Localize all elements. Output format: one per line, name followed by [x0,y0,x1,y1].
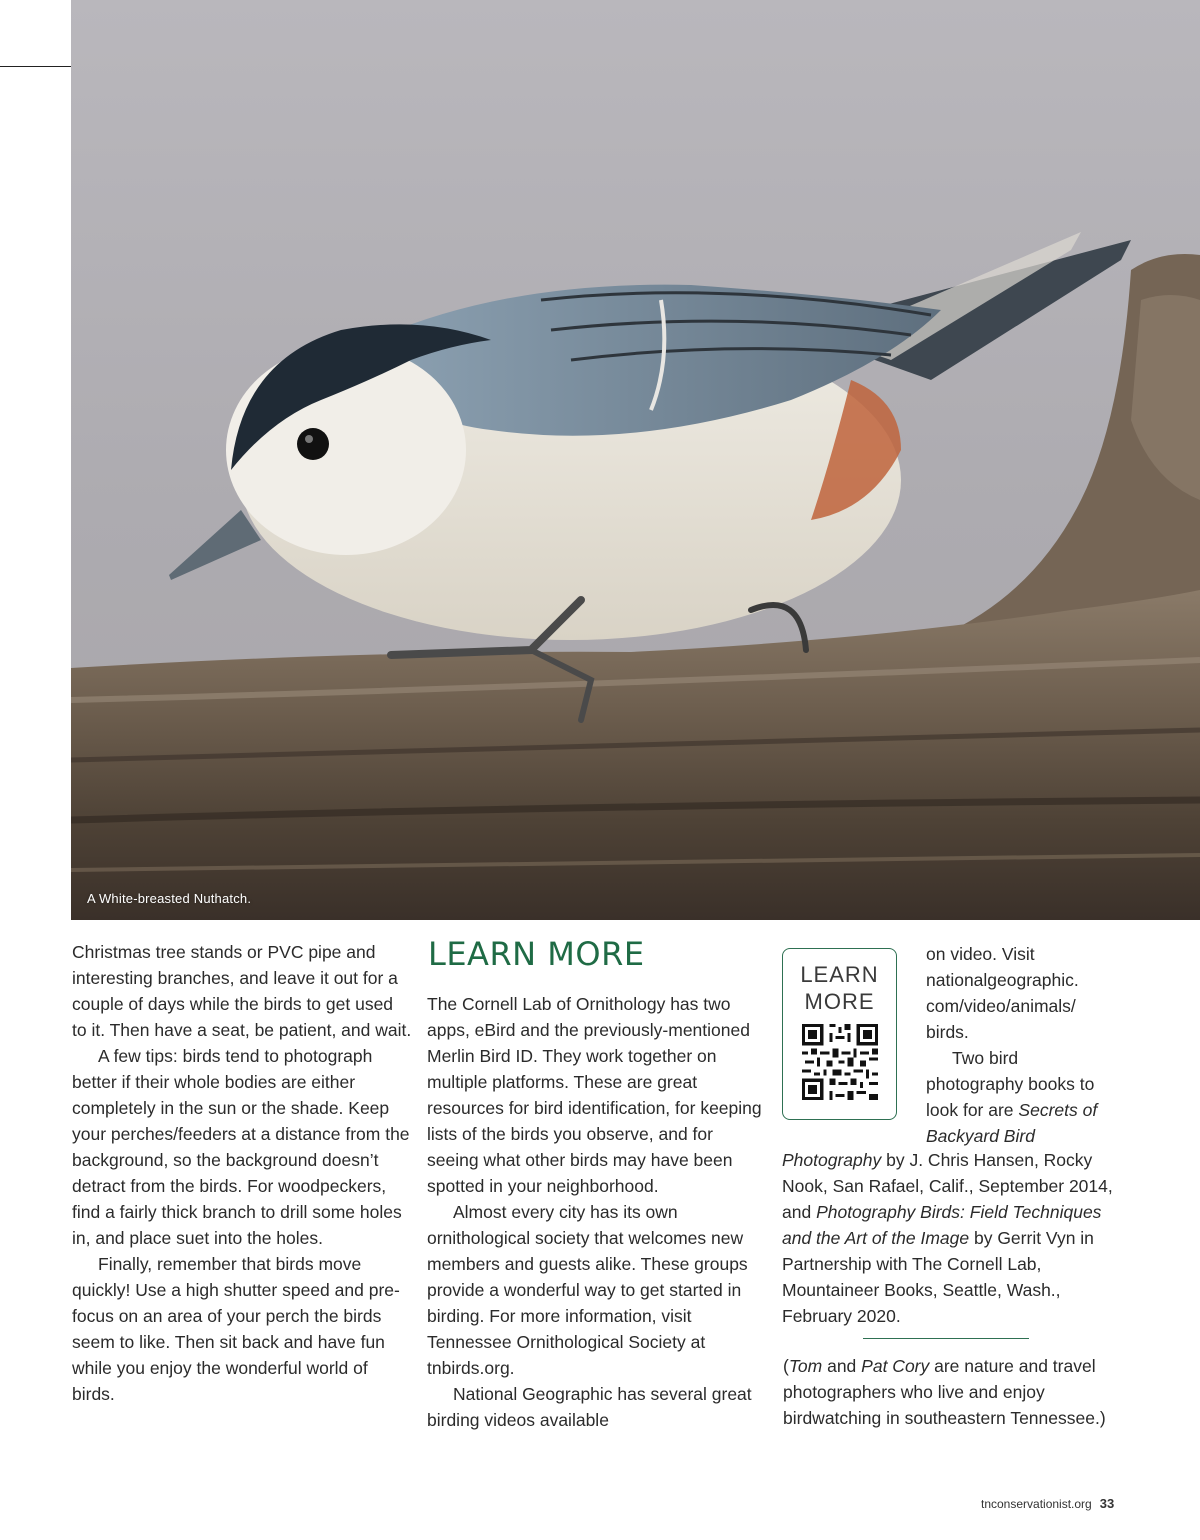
photo-caption: A White-breasted Nuthatch. [87,891,252,906]
col1-paragraph: Christmas tree stands or PVC pipe and interesting branches, and leave it out for a couple of days while the birds to get used to it. Then have a seat, be patient, and wait. [72,942,412,1040]
nuthatch-photo [71,0,1200,920]
footer-site[interactable]: tnconservationist.org [981,1497,1092,1511]
col2-paragraph: Almost every city has its own ornithological society that welcomes new members and guests alike. These groups provide a wonderful way to get started in birding. For more information, visit Tennessee Ornithological Society at tnbirds.org. [427,1202,748,1378]
books-lead-text: Two bird photography books to look for are [926,1048,1095,1120]
col1-paragraph: Finally, remember that birds move quickly! Use a high shutter speed and pre-focus on an area of your perch the birds seem to like. Then sit back and have fun while you enjoy the wonderful world of birds. [72,1254,400,1404]
learn-box-label [783,961,896,1015]
book2-details: by Gerrit Vyn in Partnership with The Cornell Lab, Mountaineer Books, Seattle, Wash., February 2020. [782,1228,1094,1326]
col2-paragraph: The Cornell Lab of Ornithology has two apps, eBird and the previously-mentioned Merlin Bird ID. They work together on multiple platforms. These are great resources for bird identification, for keeping lists of the birds you observe, and for seeing what other birds may have been spotted in your neighborhood. [427,994,762,1196]
page-number: 33 [1099,1496,1115,1511]
book2-title: Photography Birds: Field Techniques and the Art of the Image [782,1202,1102,1248]
col3-paragraph: on video. Visit nationalgeographic. com/video/animals/ birds. [926,944,1079,1042]
column-1 [72,939,412,1407]
col3-books-lead [926,1045,1116,1149]
learn-more-heading: LEARN MORE [428,935,645,973]
bio-and: and [822,1356,862,1376]
page-footer [981,1496,1114,1511]
col3-books-paragraph [782,1147,1122,1329]
author-bio [783,1353,1113,1431]
author-name-1: Tom [788,1356,823,1376]
learn-box-line2: MORE [804,989,875,1014]
col2-paragraph: National Geographic has several great birding videos available [427,1384,752,1430]
book1-title-part2: Photography [782,1150,882,1170]
learn-more-qr-box[interactable] [782,948,897,1120]
column-3-top [926,941,1116,1149]
qr-code-icon[interactable] [802,1024,878,1100]
author-bio-text [783,1353,1113,1431]
section-divider [863,1338,1029,1339]
bio-open-paren: ( [783,1356,789,1376]
learn-box-line1: LEARN [800,962,879,987]
book1-details: by J. Chris Hansen, Rocky Nook, San Rafael, Calif., September 2014, and [782,1150,1113,1222]
book1-title-part1: Secrets of Backyard Bird [926,1100,1098,1146]
bio-rest: are nature and travel photographers who live and enjoy birdwatching in southeastern Tennessee.) [783,1356,1106,1428]
author-name-2: Pat Cory [861,1356,930,1376]
column-3-books [782,1147,1122,1329]
col1-paragraph: A few tips: birds tend to photograph better if their whole bodies are either completely in the sun or the shade. Keep your perches/feeders at a distance from the background, so the background doesn’t detract from the birds. For woodpeckers, find a fairly thick branch to drill some holes in, and place suet into the holes. [72,1046,410,1248]
column-2 [427,991,765,1433]
